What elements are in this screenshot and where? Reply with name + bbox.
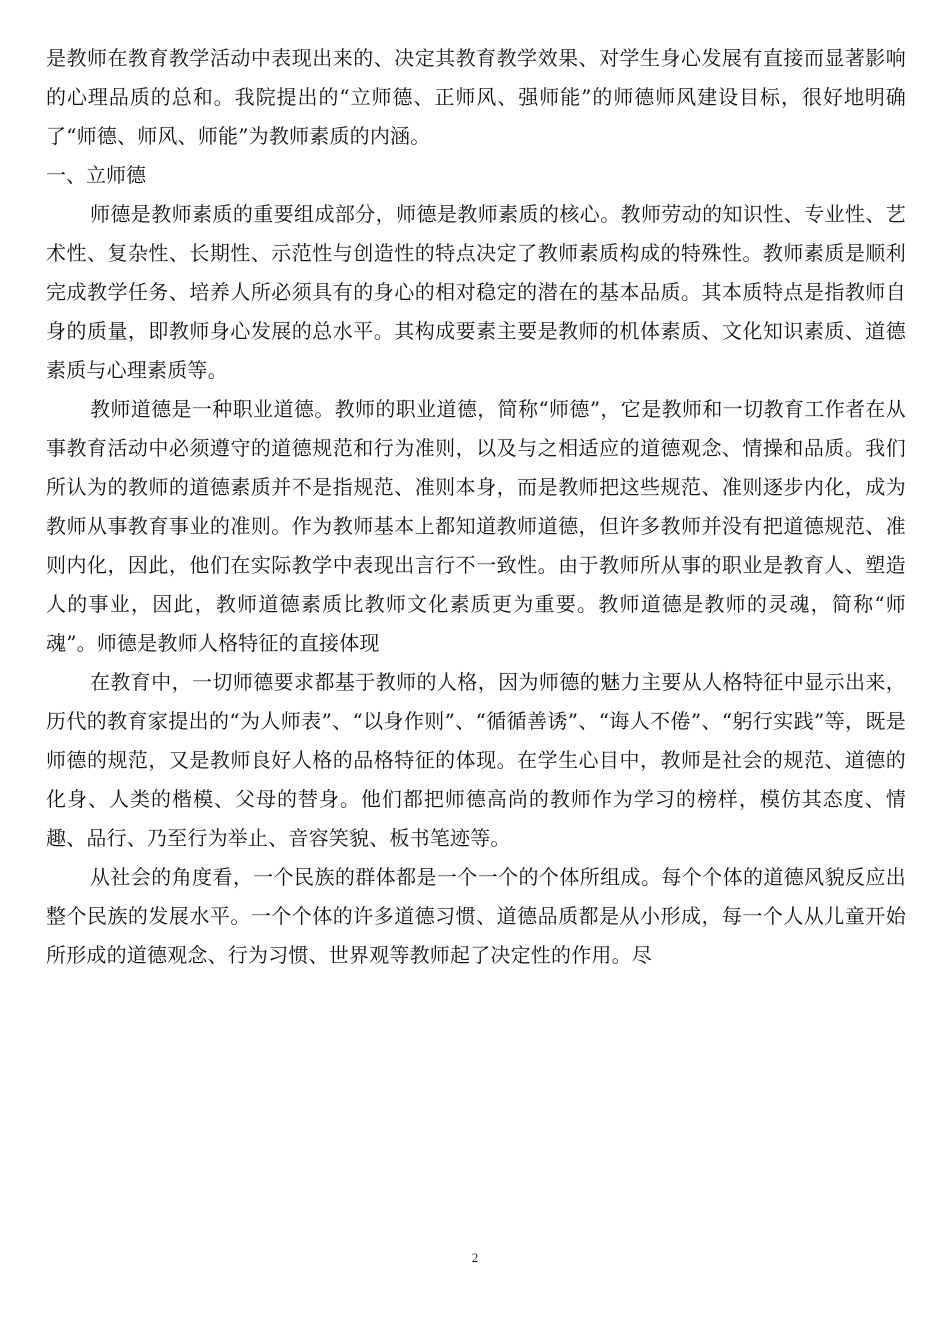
body-paragraph: 从社会的角度看，一个民族的群体都是一个一个的个体所组成。每个个体的道德风貌反应出整个民族的发展水平。一个个体的许多道德习惯、道德品质都是从小形成，每一个人从儿童开始所形成的道德观念、行为习惯、世界观等教师起了决定性的作用。尽 bbox=[46, 865, 906, 967]
body-paragraph: 在教育中，一切师德要求都基于教师的人格，因为师德的魅力主要从人格特征中显示出来，历代的教育家提出的“为人师表”、“以身作则”、“循循善诱”、“诲人不倦”、“躬行实践”等，既是师德的规范，又是教师良好人格的品格特征的体现。在学生心目中，教师是社会的规范、道德的化身、人类的楷模、父母的替身。他们都把师德高尚的教师作为学习的榜样，模仿其态度、情趣、品行、乃至行为举止、音容笑貌、板书笔迹等。 bbox=[46, 670, 906, 850]
intro-paragraph: 是教师在教育教学活动中表现出来的、决定其教育教学效果、对学生身心发展有直接而显著影响的心理品质的总和。我院提出的“立师德、正师风、强师能”的师德师风建设目标，很好地明确了“师德、师风、师能”为教师素质的内涵。 bbox=[46, 46, 906, 148]
body-paragraph: 教师道德是一种职业道德。教师的职业道德，简称“师德”，它是教师和一切教育工作者在从事教育活动中必须遵守的道德规范和行为准则，以及与之相适应的道德观念、情操和品质。我们所认为的教师的道德素质并不是指规范、准则本身，而是教师把这些规范、准则逐步内化，成为教师从事教育事业的准则。作为教师基本上都知道教师道德，但许多教师并没有把道德规范、准则内化，因此，他们在实际教学中表现出言行不一致性。由于教师所从事的职业是教育人、塑造人的事业，因此，教师道德素质比教师文化素质更为重要。教师道德是教师的灵魂，简称“师魂”。师德是教师人格特征的直接体现 bbox=[46, 397, 906, 655]
page-number: 2 bbox=[471, 1250, 479, 1265]
document-page bbox=[46, 39, 906, 975]
body-paragraph: 师德是教师素质的重要组成部分，师德是教师素质的核心。教师劳动的知识性、专业性、艺术性、复杂性、长期性、示范性与创造性的特点决定了教师素质构成的特殊性。教师素质是顺利完成教学任务、培养人所必须具有的身心的相对稳定的潜在的基本品质。其本质特点是指教师自身的质量，即教师身心发展的总水平。其构成要素主要是教师的机体素质、文化知识素质、道德素质与心理素质等。 bbox=[46, 202, 906, 382]
section-heading: 一、立师德 bbox=[46, 163, 146, 187]
